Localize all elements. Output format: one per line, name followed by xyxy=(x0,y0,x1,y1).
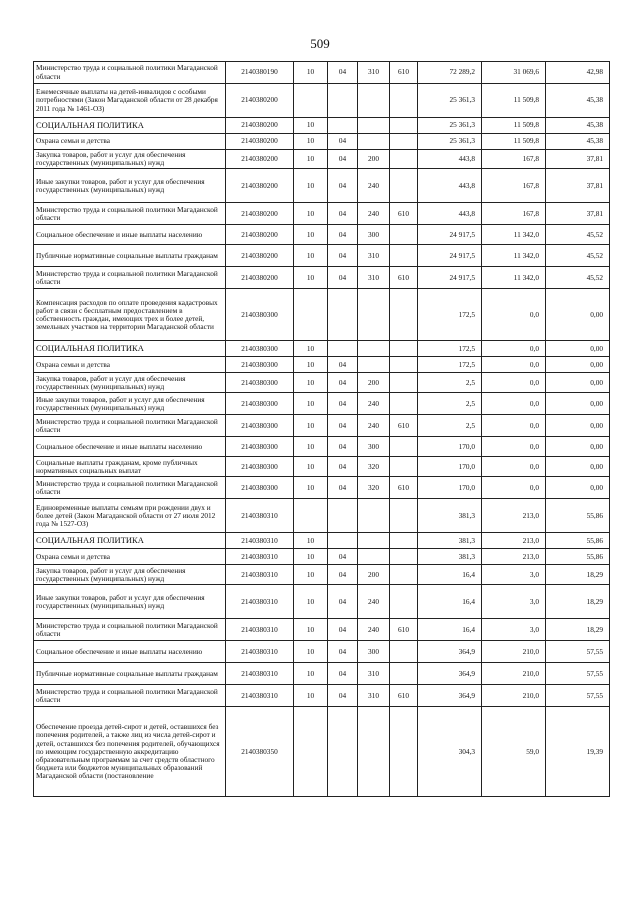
cell-name: Ежемесячные выплаты на детей-инвалидов с особыми потребностями (Закон Магаданской области от 28 декабря 2011 года № 1461-ОЗ) xyxy=(34,84,226,118)
cell-pr: 04 xyxy=(328,393,358,415)
cell-pct: 0,00 xyxy=(546,357,610,373)
table-row xyxy=(34,477,610,499)
cell-fact: 11 342,0 xyxy=(482,225,546,245)
cell-fact: 0,0 xyxy=(482,341,546,357)
cell-name: Обеспечение проезда детей-сирот и детей, оставшихся без попечения родителей, а также лиц из числа детей-сирот и детей, оставшихся без попечения родителей, обучающихся по имеющим государственную аккредитацию образовательным программам за счет средств областного бюджета или бюджетов муниципальных образований Магаданской области (постановление xyxy=(34,707,226,797)
cell-pr xyxy=(328,84,358,118)
cell-pr: 04 xyxy=(328,565,358,585)
cell-fact: 11 509,8 xyxy=(482,118,546,134)
table-row xyxy=(34,533,610,549)
cell-code: 2140380200 xyxy=(226,169,294,203)
table-row xyxy=(34,565,610,585)
cell-pr: 04 xyxy=(328,415,358,437)
cell-gr xyxy=(390,437,418,457)
cell-name: Социальные выплаты гражданам, кроме публичных нормативных социальных выплат xyxy=(34,457,226,477)
cell-plan: 16,4 xyxy=(418,585,482,619)
cell-rz: 10 xyxy=(294,341,328,357)
cell-plan: 16,4 xyxy=(418,565,482,585)
cell-pr: 04 xyxy=(328,437,358,457)
cell-rz: 10 xyxy=(294,150,328,169)
cell-fact: 0,0 xyxy=(482,373,546,393)
cell-code: 2140380310 xyxy=(226,685,294,707)
cell-pct: 0,00 xyxy=(546,437,610,457)
cell-pct: 0,00 xyxy=(546,393,610,415)
cell-rz: 10 xyxy=(294,134,328,150)
cell-rz: 10 xyxy=(294,549,328,565)
cell-plan: 170,0 xyxy=(418,457,482,477)
cell-rz: 10 xyxy=(294,457,328,477)
cell-code: 2140380200 xyxy=(226,203,294,225)
cell-gr xyxy=(390,565,418,585)
cell-name: Закупка товаров, работ и услуг для обеспечения государственных (муниципальных) нужд xyxy=(34,150,226,169)
cell-rz: 10 xyxy=(294,641,328,663)
table-row xyxy=(34,118,610,134)
cell-code: 2140380310 xyxy=(226,663,294,685)
cell-pct: 57,55 xyxy=(546,641,610,663)
cell-plan: 304,3 xyxy=(418,707,482,797)
cell-name: Министерство труда и социальной политики Магаданской области xyxy=(34,619,226,641)
cell-gr xyxy=(390,663,418,685)
cell-name: Министерство труда и социальной политики Магаданской области xyxy=(34,415,226,437)
cell-pr xyxy=(328,533,358,549)
cell-pct: 55,86 xyxy=(546,499,610,533)
cell-fact: 31 069,6 xyxy=(482,62,546,84)
cell-name: Иные закупки товаров, работ и услуг для обеспечения государственных (муниципальных) нужд xyxy=(34,169,226,203)
table-row xyxy=(34,341,610,357)
cell-vr: 320 xyxy=(358,477,390,499)
cell-pr: 04 xyxy=(328,245,358,267)
cell-pct: 18,29 xyxy=(546,565,610,585)
cell-fact: 210,0 xyxy=(482,641,546,663)
cell-name: СОЦИАЛЬНАЯ ПОЛИТИКА xyxy=(34,341,226,357)
table-row xyxy=(34,619,610,641)
cell-code: 2140380310 xyxy=(226,499,294,533)
cell-rz: 10 xyxy=(294,565,328,585)
table-row xyxy=(34,169,610,203)
cell-rz: 10 xyxy=(294,245,328,267)
cell-fact: 213,0 xyxy=(482,533,546,549)
cell-code: 2140380300 xyxy=(226,289,294,341)
cell-fact: 0,0 xyxy=(482,357,546,373)
cell-pct: 45,52 xyxy=(546,245,610,267)
cell-vr: 310 xyxy=(358,62,390,84)
cell-fact: 11 509,8 xyxy=(482,134,546,150)
cell-pct: 45,38 xyxy=(546,118,610,134)
cell-name: Министерство труда и социальной политики Магаданской области xyxy=(34,267,226,289)
cell-pct: 0,00 xyxy=(546,457,610,477)
table-row xyxy=(34,641,610,663)
cell-vr: 240 xyxy=(358,169,390,203)
cell-gr xyxy=(390,84,418,118)
cell-vr: 300 xyxy=(358,225,390,245)
cell-rz: 10 xyxy=(294,533,328,549)
cell-vr xyxy=(358,707,390,797)
cell-pr xyxy=(328,289,358,341)
cell-fact: 167,8 xyxy=(482,203,546,225)
cell-vr xyxy=(358,289,390,341)
table-row xyxy=(34,373,610,393)
cell-plan: 443,8 xyxy=(418,150,482,169)
cell-vr: 240 xyxy=(358,619,390,641)
cell-code: 2140380300 xyxy=(226,341,294,357)
cell-fact: 213,0 xyxy=(482,549,546,565)
cell-vr: 200 xyxy=(358,565,390,585)
cell-plan: 24 917,5 xyxy=(418,245,482,267)
cell-gr xyxy=(390,289,418,341)
cell-gr xyxy=(390,533,418,549)
table-row xyxy=(34,289,610,341)
cell-vr: 310 xyxy=(358,663,390,685)
cell-pr: 04 xyxy=(328,62,358,84)
cell-pr xyxy=(328,499,358,533)
cell-name: Социальное обеспечение и иные выплаты населению xyxy=(34,641,226,663)
cell-rz: 10 xyxy=(294,203,328,225)
table-row xyxy=(34,357,610,373)
cell-vr: 240 xyxy=(358,203,390,225)
cell-rz: 10 xyxy=(294,225,328,245)
cell-plan: 2,5 xyxy=(418,393,482,415)
cell-plan: 381,3 xyxy=(418,533,482,549)
cell-plan: 2,5 xyxy=(418,415,482,437)
cell-pct: 0,00 xyxy=(546,415,610,437)
cell-pct: 55,86 xyxy=(546,549,610,565)
cell-pr: 04 xyxy=(328,585,358,619)
cell-plan: 172,5 xyxy=(418,341,482,357)
cell-rz xyxy=(294,289,328,341)
cell-plan: 170,0 xyxy=(418,477,482,499)
cell-pct: 45,38 xyxy=(546,134,610,150)
cell-rz xyxy=(294,707,328,797)
cell-name: Охрана семьи и детства xyxy=(34,549,226,565)
cell-fact: 0,0 xyxy=(482,415,546,437)
cell-gr xyxy=(390,707,418,797)
cell-name: Единовременные выплаты семьям при рождении двух и более детей (Закон Магаданской области от 27 июля 2012 года № 1527-ОЗ) xyxy=(34,499,226,533)
cell-gr xyxy=(390,393,418,415)
cell-code: 2140380200 xyxy=(226,245,294,267)
cell-rz: 10 xyxy=(294,357,328,373)
cell-rz xyxy=(294,499,328,533)
cell-code: 2140380310 xyxy=(226,585,294,619)
cell-code: 2140380310 xyxy=(226,549,294,565)
cell-plan: 381,3 xyxy=(418,549,482,565)
cell-gr xyxy=(390,499,418,533)
cell-code: 2140380200 xyxy=(226,267,294,289)
cell-vr xyxy=(358,84,390,118)
cell-plan: 364,9 xyxy=(418,663,482,685)
cell-pr: 04 xyxy=(328,169,358,203)
cell-fact: 0,0 xyxy=(482,393,546,415)
table-row xyxy=(34,707,610,797)
cell-pr: 04 xyxy=(328,549,358,565)
cell-name: Компенсация расходов по оплате проведения кадастровых работ в связи с бесплатным предоставлением в собственность граждан, имеющих трех и более детей, земельных участков на территории Магаданской области xyxy=(34,289,226,341)
cell-rz: 10 xyxy=(294,393,328,415)
cell-name: Иные закупки товаров, работ и услуг для обеспечения государственных (муниципальных) нужд xyxy=(34,393,226,415)
cell-code: 2140380350 xyxy=(226,707,294,797)
cell-fact: 167,8 xyxy=(482,150,546,169)
cell-vr xyxy=(358,549,390,565)
cell-plan: 25 361,3 xyxy=(418,84,482,118)
cell-gr xyxy=(390,134,418,150)
cell-rz: 10 xyxy=(294,62,328,84)
cell-pr xyxy=(328,341,358,357)
cell-vr: 240 xyxy=(358,393,390,415)
table-row xyxy=(34,150,610,169)
cell-plan: 172,5 xyxy=(418,289,482,341)
cell-code: 2140380200 xyxy=(226,225,294,245)
table-row xyxy=(34,84,610,118)
cell-code: 2140380310 xyxy=(226,641,294,663)
cell-code: 2140380310 xyxy=(226,533,294,549)
cell-pct: 37,81 xyxy=(546,169,610,203)
cell-rz: 10 xyxy=(294,373,328,393)
cell-pr: 04 xyxy=(328,150,358,169)
cell-vr: 300 xyxy=(358,641,390,663)
cell-name: Социальное обеспечение и иные выплаты населению xyxy=(34,437,226,457)
cell-gr: 610 xyxy=(390,267,418,289)
cell-gr xyxy=(390,641,418,663)
cell-name: Публичные нормативные социальные выплаты гражданам xyxy=(34,245,226,267)
cell-pct: 0,00 xyxy=(546,289,610,341)
cell-rz: 10 xyxy=(294,415,328,437)
cell-code: 2140380190 xyxy=(226,62,294,84)
cell-code: 2140380300 xyxy=(226,415,294,437)
table-row xyxy=(34,457,610,477)
cell-pct: 0,00 xyxy=(546,373,610,393)
cell-rz: 10 xyxy=(294,267,328,289)
cell-gr xyxy=(390,118,418,134)
cell-vr: 300 xyxy=(358,437,390,457)
cell-gr: 610 xyxy=(390,62,418,84)
cell-vr: 320 xyxy=(358,457,390,477)
cell-name: Министерство труда и социальной политики Магаданской области xyxy=(34,477,226,499)
cell-fact: 59,0 xyxy=(482,707,546,797)
cell-vr: 310 xyxy=(358,245,390,267)
cell-name: Закупка товаров, работ и услуг для обеспечения государственных (муниципальных) нужд xyxy=(34,373,226,393)
cell-name: Министерство труда и социальной политики Магаданской области xyxy=(34,203,226,225)
table-row xyxy=(34,685,610,707)
cell-fact: 0,0 xyxy=(482,289,546,341)
cell-pct: 45,38 xyxy=(546,84,610,118)
cell-pr: 04 xyxy=(328,685,358,707)
cell-pr: 04 xyxy=(328,457,358,477)
cell-gr: 610 xyxy=(390,477,418,499)
cell-gr xyxy=(390,245,418,267)
table-row xyxy=(34,267,610,289)
cell-vr: 240 xyxy=(358,585,390,619)
cell-code: 2140380310 xyxy=(226,565,294,585)
cell-code: 2140380200 xyxy=(226,134,294,150)
cell-rz: 10 xyxy=(294,477,328,499)
cell-plan: 381,3 xyxy=(418,499,482,533)
cell-pct: 18,29 xyxy=(546,585,610,619)
cell-pct: 57,55 xyxy=(546,685,610,707)
cell-fact: 3,0 xyxy=(482,565,546,585)
table-row xyxy=(34,585,610,619)
cell-rz: 10 xyxy=(294,437,328,457)
budget-table xyxy=(33,61,610,797)
cell-plan: 170,0 xyxy=(418,437,482,457)
table-row xyxy=(34,134,610,150)
cell-plan: 25 361,3 xyxy=(418,134,482,150)
cell-name: Охрана семьи и детства xyxy=(34,134,226,150)
cell-pct: 0,00 xyxy=(546,477,610,499)
cell-pr xyxy=(328,118,358,134)
cell-name: Иные закупки товаров, работ и услуг для обеспечения государственных (муниципальных) нужд xyxy=(34,585,226,619)
cell-plan: 24 917,5 xyxy=(418,225,482,245)
cell-pr: 04 xyxy=(328,357,358,373)
cell-name: СОЦИАЛЬНАЯ ПОЛИТИКА xyxy=(34,533,226,549)
cell-fact: 210,0 xyxy=(482,663,546,685)
cell-plan: 364,9 xyxy=(418,641,482,663)
cell-name: СОЦИАЛЬНАЯ ПОЛИТИКА xyxy=(34,118,226,134)
table-row xyxy=(34,499,610,533)
cell-name: Социальное обеспечение и иные выплаты населению xyxy=(34,225,226,245)
cell-fact: 11 342,0 xyxy=(482,245,546,267)
cell-gr: 610 xyxy=(390,619,418,641)
cell-vr xyxy=(358,134,390,150)
page-number: 509 xyxy=(310,36,330,51)
cell-pct: 42,98 xyxy=(546,62,610,84)
cell-vr: 310 xyxy=(358,267,390,289)
cell-vr: 200 xyxy=(358,373,390,393)
cell-pct: 0,00 xyxy=(546,341,610,357)
cell-name: Охрана семьи и детства xyxy=(34,357,226,373)
cell-code: 2140380300 xyxy=(226,477,294,499)
cell-gr xyxy=(390,150,418,169)
cell-fact: 210,0 xyxy=(482,685,546,707)
cell-plan: 25 361,3 xyxy=(418,118,482,134)
cell-plan: 172,5 xyxy=(418,357,482,373)
cell-rz: 10 xyxy=(294,585,328,619)
cell-fact: 167,8 xyxy=(482,169,546,203)
table-row xyxy=(34,245,610,267)
cell-pr xyxy=(328,707,358,797)
cell-pct: 37,81 xyxy=(546,203,610,225)
cell-pct: 45,52 xyxy=(546,225,610,245)
cell-code: 2140380300 xyxy=(226,457,294,477)
cell-rz: 10 xyxy=(294,619,328,641)
cell-pct: 55,86 xyxy=(546,533,610,549)
cell-gr xyxy=(390,169,418,203)
cell-rz: 10 xyxy=(294,169,328,203)
cell-plan: 16,4 xyxy=(418,619,482,641)
table-row xyxy=(34,663,610,685)
cell-pct: 37,81 xyxy=(546,150,610,169)
table-row xyxy=(34,437,610,457)
cell-fact: 3,0 xyxy=(482,585,546,619)
cell-pr: 04 xyxy=(328,134,358,150)
cell-pct: 45,52 xyxy=(546,267,610,289)
cell-rz: 10 xyxy=(294,685,328,707)
cell-rz: 10 xyxy=(294,118,328,134)
table-row xyxy=(34,62,610,84)
cell-vr xyxy=(358,499,390,533)
cell-vr xyxy=(358,341,390,357)
cell-pct: 57,55 xyxy=(546,663,610,685)
cell-rz xyxy=(294,84,328,118)
cell-plan: 364,9 xyxy=(418,685,482,707)
cell-pr: 04 xyxy=(328,641,358,663)
cell-code: 2140380300 xyxy=(226,437,294,457)
table-row xyxy=(34,393,610,415)
cell-code: 2140380200 xyxy=(226,150,294,169)
cell-gr xyxy=(390,373,418,393)
cell-pr: 04 xyxy=(328,477,358,499)
cell-fact: 0,0 xyxy=(482,437,546,457)
cell-pr: 04 xyxy=(328,267,358,289)
cell-gr xyxy=(390,549,418,565)
cell-name: Публичные нормативные социальные выплаты гражданам xyxy=(34,663,226,685)
cell-pr: 04 xyxy=(328,225,358,245)
cell-fact: 11 342,0 xyxy=(482,267,546,289)
cell-gr: 610 xyxy=(390,685,418,707)
cell-code: 2140380300 xyxy=(226,373,294,393)
cell-pr: 04 xyxy=(328,619,358,641)
cell-name: Министерство труда и социальной политики Магаданской области xyxy=(34,62,226,84)
cell-code: 2140380300 xyxy=(226,357,294,373)
table-row xyxy=(34,549,610,565)
cell-gr: 610 xyxy=(390,415,418,437)
cell-fact: 11 509,8 xyxy=(482,84,546,118)
cell-pct: 19,39 xyxy=(546,707,610,797)
cell-gr xyxy=(390,457,418,477)
cell-name: Закупка товаров, работ и услуг для обеспечения государственных (муниципальных) нужд xyxy=(34,565,226,585)
cell-gr xyxy=(390,585,418,619)
cell-vr xyxy=(358,533,390,549)
cell-plan: 2,5 xyxy=(418,373,482,393)
cell-vr: 200 xyxy=(358,150,390,169)
cell-code: 2140380310 xyxy=(226,619,294,641)
cell-gr: 610 xyxy=(390,203,418,225)
cell-plan: 72 289,2 xyxy=(418,62,482,84)
table-row xyxy=(34,203,610,225)
cell-code: 2140380300 xyxy=(226,393,294,415)
cell-gr xyxy=(390,225,418,245)
cell-code: 2140380200 xyxy=(226,118,294,134)
cell-fact: 213,0 xyxy=(482,499,546,533)
cell-vr xyxy=(358,118,390,134)
cell-fact: 3,0 xyxy=(482,619,546,641)
cell-gr xyxy=(390,341,418,357)
cell-pr: 04 xyxy=(328,373,358,393)
cell-vr xyxy=(358,357,390,373)
cell-vr: 310 xyxy=(358,685,390,707)
cell-rz: 10 xyxy=(294,663,328,685)
cell-name: Министерство труда и социальной политики Магаданской области xyxy=(34,685,226,707)
cell-plan: 443,8 xyxy=(418,169,482,203)
cell-pr: 04 xyxy=(328,203,358,225)
cell-pr: 04 xyxy=(328,663,358,685)
cell-gr xyxy=(390,357,418,373)
cell-code: 2140380200 xyxy=(226,84,294,118)
cell-vr: 240 xyxy=(358,415,390,437)
cell-plan: 24 917,5 xyxy=(418,267,482,289)
table-row xyxy=(34,225,610,245)
table-row xyxy=(34,415,610,437)
cell-fact: 0,0 xyxy=(482,477,546,499)
cell-plan: 443,8 xyxy=(418,203,482,225)
cell-pct: 18,29 xyxy=(546,619,610,641)
cell-fact: 0,0 xyxy=(482,457,546,477)
